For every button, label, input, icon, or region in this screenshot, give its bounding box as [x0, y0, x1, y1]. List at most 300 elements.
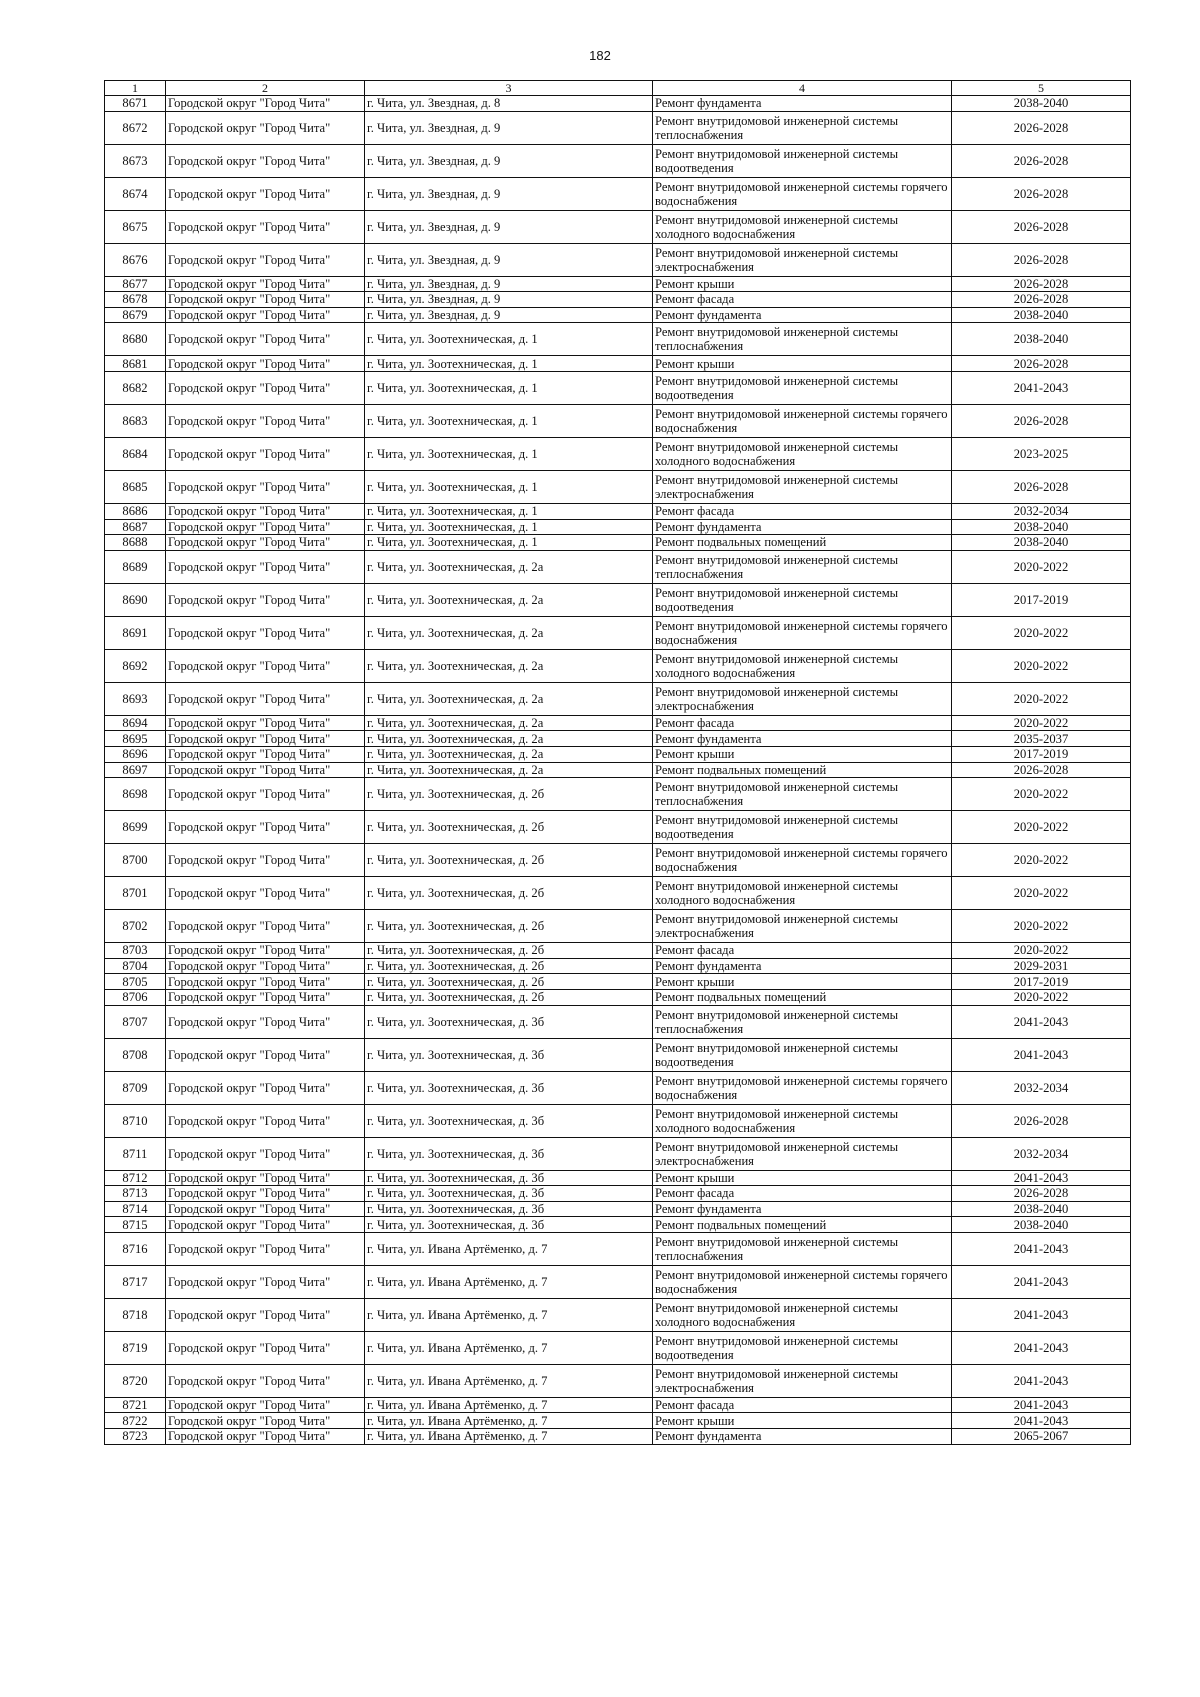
work-type-cell: Ремонт фасада — [653, 503, 952, 519]
row-number-cell: 8704 — [105, 958, 166, 974]
row-number-cell: 8672 — [105, 111, 166, 144]
municipality-cell: Городской округ "Город Чита" — [166, 519, 365, 535]
municipality-cell: Городской округ "Город Чита" — [166, 1170, 365, 1186]
row-number-cell: 8710 — [105, 1104, 166, 1137]
address-cell: г. Чита, ул. Ивана Артёменко, д. 7 — [365, 1429, 653, 1445]
address-cell: г. Чита, ул. Зоотехническая, д. 2а — [365, 715, 653, 731]
table-row — [105, 811, 1131, 844]
table-row — [105, 1429, 1131, 1445]
address-cell: г. Чита, ул. Зоотехническая, д. 2б — [365, 910, 653, 943]
work-type-cell: Ремонт фасада — [653, 715, 952, 731]
period-cell: 2020-2022 — [952, 715, 1131, 731]
address-cell: г. Чита, ул. Зоотехническая, д. 3б — [365, 1038, 653, 1071]
row-number-cell: 8674 — [105, 177, 166, 210]
column-header: 1 — [105, 81, 166, 96]
row-number-cell: 8689 — [105, 550, 166, 583]
table-row — [105, 649, 1131, 682]
work-type-cell: Ремонт подвальных помещений — [653, 989, 952, 1005]
table-row — [105, 96, 1131, 112]
work-type-cell: Ремонт внутридомовой инженерной системы водоотведения — [653, 583, 952, 616]
row-number-cell: 8720 — [105, 1364, 166, 1397]
row-number-cell: 8693 — [105, 682, 166, 715]
period-cell: 2041-2043 — [952, 1298, 1131, 1331]
row-number-cell: 8673 — [105, 144, 166, 177]
address-cell: г. Чита, ул. Звездная, д. 8 — [365, 96, 653, 112]
table-row — [105, 1201, 1131, 1217]
municipality-cell: Городской округ "Город Чита" — [166, 1217, 365, 1233]
work-type-cell: Ремонт внутридомовой инженерной системы горячего водоснабжения — [653, 404, 952, 437]
period-cell: 2020-2022 — [952, 943, 1131, 959]
row-number-cell: 8676 — [105, 243, 166, 276]
table-row — [105, 1005, 1131, 1038]
period-cell: 2041-2043 — [952, 371, 1131, 404]
work-type-cell: Ремонт крыши — [653, 356, 952, 372]
municipality-cell: Городской округ "Город Чита" — [166, 550, 365, 583]
table-row — [105, 371, 1131, 404]
work-type-cell: Ремонт крыши — [653, 1413, 952, 1429]
work-type-cell: Ремонт внутридомовой инженерной системы водоотведения — [653, 1331, 952, 1364]
work-type-cell: Ремонт внутридомовой инженерной системы горячего водоснабжения — [653, 1265, 952, 1298]
address-cell: г. Чита, ул. Зоотехническая, д. 3б — [365, 1137, 653, 1170]
row-number-cell: 8717 — [105, 1265, 166, 1298]
work-type-cell: Ремонт внутридомовой инженерной системы водоотведения — [653, 1038, 952, 1071]
table-row — [105, 1232, 1131, 1265]
municipality-cell: Городской округ "Город Чита" — [166, 1038, 365, 1071]
address-cell: г. Чита, ул. Зоотехническая, д. 2а — [365, 682, 653, 715]
work-type-cell: Ремонт внутридомовой инженерной системы электроснабжения — [653, 910, 952, 943]
address-cell: г. Чита, ул. Ивана Артёменко, д. 7 — [365, 1298, 653, 1331]
row-number-cell: 8713 — [105, 1186, 166, 1202]
row-number-cell: 8691 — [105, 616, 166, 649]
period-cell: 2041-2043 — [952, 1038, 1131, 1071]
row-number-cell: 8719 — [105, 1331, 166, 1364]
address-cell: г. Чита, ул. Зоотехническая, д. 1 — [365, 535, 653, 551]
row-number-cell: 8716 — [105, 1232, 166, 1265]
column-header: 2 — [166, 81, 365, 96]
row-number-cell: 8702 — [105, 910, 166, 943]
period-cell: 2032-2034 — [952, 1137, 1131, 1170]
table-row — [105, 111, 1131, 144]
table-row — [105, 1413, 1131, 1429]
period-cell: 2038-2040 — [952, 307, 1131, 323]
work-type-cell: Ремонт внутридомовой инженерной системы водоотведения — [653, 811, 952, 844]
row-number-cell: 8681 — [105, 356, 166, 372]
row-number-cell: 8721 — [105, 1397, 166, 1413]
table-row — [105, 404, 1131, 437]
period-cell: 2026-2028 — [952, 144, 1131, 177]
address-cell: г. Чита, ул. Звездная, д. 9 — [365, 307, 653, 323]
period-cell: 2065-2067 — [952, 1429, 1131, 1445]
municipality-cell: Городской округ "Город Чита" — [166, 1104, 365, 1137]
period-cell: 2041-2043 — [952, 1232, 1131, 1265]
work-type-cell: Ремонт внутридомовой инженерной системы горячего водоснабжения — [653, 1071, 952, 1104]
table-row — [105, 974, 1131, 990]
column-header: 3 — [365, 81, 653, 96]
address-cell: г. Чита, ул. Зоотехническая, д. 2б — [365, 974, 653, 990]
table-row — [105, 1265, 1131, 1298]
address-cell: г. Чита, ул. Звездная, д. 9 — [365, 177, 653, 210]
address-cell: г. Чита, ул. Зоотехническая, д. 3б — [365, 1170, 653, 1186]
table-row — [105, 1397, 1131, 1413]
row-number-cell: 8685 — [105, 470, 166, 503]
municipality-cell: Городской округ "Город Чита" — [166, 1232, 365, 1265]
period-cell: 2032-2034 — [952, 503, 1131, 519]
period-cell: 2020-2022 — [952, 844, 1131, 877]
table-row — [105, 503, 1131, 519]
work-type-cell: Ремонт внутридомовой инженерной системы холодного водоснабжения — [653, 1104, 952, 1137]
row-number-cell: 8707 — [105, 1005, 166, 1038]
work-type-cell: Ремонт фундамента — [653, 958, 952, 974]
municipality-cell: Городской округ "Город Чита" — [166, 1005, 365, 1038]
municipality-cell: Городской округ "Город Чита" — [166, 649, 365, 682]
period-cell: 2038-2040 — [952, 1217, 1131, 1233]
work-type-cell: Ремонт внутридомовой инженерной системы холодного водоснабжения — [653, 1298, 952, 1331]
table-row — [105, 731, 1131, 747]
address-cell: г. Чита, ул. Ивана Артёменко, д. 7 — [365, 1232, 653, 1265]
table-row — [105, 210, 1131, 243]
municipality-cell: Городской округ "Город Чита" — [166, 1186, 365, 1202]
period-cell: 2038-2040 — [952, 1201, 1131, 1217]
page-number: 182 — [589, 48, 611, 63]
table-row — [105, 535, 1131, 551]
address-cell: г. Чита, ул. Звездная, д. 9 — [365, 243, 653, 276]
address-cell: г. Чита, ул. Ивана Артёменко, д. 7 — [365, 1265, 653, 1298]
municipality-cell: Городской округ "Город Чита" — [166, 877, 365, 910]
period-cell: 2020-2022 — [952, 877, 1131, 910]
municipality-cell: Городской округ "Город Чита" — [166, 746, 365, 762]
row-number-cell: 8708 — [105, 1038, 166, 1071]
address-cell: г. Чита, ул. Звездная, д. 9 — [365, 111, 653, 144]
municipality-cell: Городской округ "Город Чита" — [166, 811, 365, 844]
work-type-cell: Ремонт фасада — [653, 1397, 952, 1413]
municipality-cell: Городской округ "Город Чита" — [166, 470, 365, 503]
address-cell: г. Чита, ул. Ивана Артёменко, д. 7 — [365, 1331, 653, 1364]
row-number-cell: 8695 — [105, 731, 166, 747]
table-row — [105, 583, 1131, 616]
row-number-cell: 8678 — [105, 292, 166, 308]
address-cell: г. Чита, ул. Зоотехническая, д. 2а — [365, 746, 653, 762]
address-cell: г. Чита, ул. Зоотехническая, д. 3б — [365, 1005, 653, 1038]
municipality-cell: Городской округ "Город Чита" — [166, 762, 365, 778]
period-cell: 2038-2040 — [952, 96, 1131, 112]
row-number-cell: 8712 — [105, 1170, 166, 1186]
address-cell: г. Чита, ул. Зоотехническая, д. 2б — [365, 811, 653, 844]
work-type-cell: Ремонт внутридомовой инженерной системы водоотведения — [653, 371, 952, 404]
municipality-cell: Городской округ "Город Чита" — [166, 1364, 365, 1397]
work-type-cell: Ремонт внутридомовой инженерной системы электроснабжения — [653, 682, 952, 715]
work-type-cell: Ремонт внутридомовой инженерной системы теплоснабжения — [653, 1005, 952, 1038]
table-row — [105, 1137, 1131, 1170]
table-row — [105, 989, 1131, 1005]
row-number-cell: 8671 — [105, 96, 166, 112]
table-row — [105, 323, 1131, 356]
period-cell: 2032-2034 — [952, 1071, 1131, 1104]
table-row — [105, 307, 1131, 323]
period-cell: 2026-2028 — [952, 210, 1131, 243]
table-row — [105, 877, 1131, 910]
row-number-cell: 8688 — [105, 535, 166, 551]
work-type-cell: Ремонт внутридомовой инженерной системы холодного водоснабжения — [653, 877, 952, 910]
period-cell: 2038-2040 — [952, 519, 1131, 535]
address-cell: г. Чита, ул. Зоотехническая, д. 2б — [365, 958, 653, 974]
address-cell: г. Чита, ул. Ивана Артёменко, д. 7 — [365, 1364, 653, 1397]
row-number-cell: 8690 — [105, 583, 166, 616]
address-cell: г. Чита, ул. Зоотехническая, д. 2б — [365, 989, 653, 1005]
municipality-cell: Городской округ "Город Чита" — [166, 778, 365, 811]
row-number-cell: 8683 — [105, 404, 166, 437]
municipality-cell: Городской округ "Город Чита" — [166, 682, 365, 715]
period-cell: 2020-2022 — [952, 910, 1131, 943]
table-row — [105, 762, 1131, 778]
municipality-cell: Городской округ "Город Чита" — [166, 307, 365, 323]
work-type-cell: Ремонт внутридомовой инженерной системы горячего водоснабжения — [653, 616, 952, 649]
municipality-cell: Городской округ "Город Чита" — [166, 958, 365, 974]
row-number-cell: 8692 — [105, 649, 166, 682]
table-body — [105, 96, 1131, 1445]
row-number-cell: 8680 — [105, 323, 166, 356]
address-cell: г. Чита, ул. Звездная, д. 9 — [365, 292, 653, 308]
address-cell: г. Чита, ул. Звездная, д. 9 — [365, 144, 653, 177]
municipality-cell: Городской округ "Город Чита" — [166, 974, 365, 990]
row-number-cell: 8697 — [105, 762, 166, 778]
table-row — [105, 437, 1131, 470]
municipality-cell: Городской округ "Город Чита" — [166, 1413, 365, 1429]
table-row — [105, 519, 1131, 535]
municipality-cell: Городской округ "Город Чита" — [166, 910, 365, 943]
work-type-cell: Ремонт крыши — [653, 1170, 952, 1186]
address-cell: г. Чита, ул. Зоотехническая, д. 2б — [365, 844, 653, 877]
table-row — [105, 470, 1131, 503]
work-type-cell: Ремонт внутридомовой инженерной системы теплоснабжения — [653, 1232, 952, 1265]
row-number-cell: 8711 — [105, 1137, 166, 1170]
work-type-cell: Ремонт фундамента — [653, 519, 952, 535]
period-cell: 2026-2028 — [952, 243, 1131, 276]
address-cell: г. Чита, ул. Зоотехническая, д. 1 — [365, 437, 653, 470]
municipality-cell: Городской округ "Город Чита" — [166, 715, 365, 731]
address-cell: г. Чита, ул. Зоотехническая, д. 1 — [365, 356, 653, 372]
municipality-cell: Городской округ "Город Чита" — [166, 1331, 365, 1364]
period-cell: 2038-2040 — [952, 323, 1131, 356]
municipality-cell: Городской округ "Город Чита" — [166, 943, 365, 959]
address-cell: г. Чита, ул. Звездная, д. 9 — [365, 276, 653, 292]
work-type-cell: Ремонт фундамента — [653, 1429, 952, 1445]
address-cell: г. Чита, ул. Зоотехническая, д. 3б — [365, 1201, 653, 1217]
row-number-cell: 8715 — [105, 1217, 166, 1233]
row-number-cell: 8675 — [105, 210, 166, 243]
municipality-cell: Городской округ "Город Чита" — [166, 210, 365, 243]
period-cell: 2035-2037 — [952, 731, 1131, 747]
period-cell: 2026-2028 — [952, 762, 1131, 778]
period-cell: 2041-2043 — [952, 1364, 1131, 1397]
table-row — [105, 715, 1131, 731]
table-row — [105, 1170, 1131, 1186]
municipality-cell: Городской округ "Город Чита" — [166, 356, 365, 372]
table-row — [105, 682, 1131, 715]
work-type-cell: Ремонт внутридомовой инженерной системы электроснабжения — [653, 1364, 952, 1397]
municipality-cell: Городской округ "Город Чита" — [166, 535, 365, 551]
period-cell: 2020-2022 — [952, 989, 1131, 1005]
row-number-cell: 8714 — [105, 1201, 166, 1217]
table-row — [105, 1298, 1131, 1331]
municipality-cell: Городской округ "Город Чита" — [166, 177, 365, 210]
work-type-cell: Ремонт внутридомовой инженерной системы теплоснабжения — [653, 323, 952, 356]
table-row — [105, 1071, 1131, 1104]
row-number-cell: 8709 — [105, 1071, 166, 1104]
period-cell: 2020-2022 — [952, 811, 1131, 844]
municipality-cell: Городской округ "Город Чита" — [166, 989, 365, 1005]
municipality-cell: Городской округ "Город Чита" — [166, 844, 365, 877]
municipality-cell: Городской округ "Город Чита" — [166, 1429, 365, 1445]
municipality-cell: Городской округ "Город Чита" — [166, 111, 365, 144]
work-type-cell: Ремонт крыши — [653, 974, 952, 990]
row-number-cell: 8694 — [105, 715, 166, 731]
table-row — [105, 1217, 1131, 1233]
table-row — [105, 616, 1131, 649]
work-type-cell: Ремонт внутридомовой инженерной системы холодного водоснабжения — [653, 437, 952, 470]
address-cell: г. Чита, ул. Зоотехническая, д. 1 — [365, 323, 653, 356]
table-row — [105, 910, 1131, 943]
period-cell: 2026-2028 — [952, 404, 1131, 437]
table-row — [105, 778, 1131, 811]
address-cell: г. Чита, ул. Зоотехническая, д. 2б — [365, 778, 653, 811]
work-type-cell: Ремонт крыши — [653, 746, 952, 762]
municipality-cell: Городской округ "Город Чита" — [166, 1071, 365, 1104]
work-type-cell: Ремонт фундамента — [653, 731, 952, 747]
municipality-cell: Городской округ "Город Чита" — [166, 276, 365, 292]
work-type-cell: Ремонт внутридомовой инженерной системы горячего водоснабжения — [653, 844, 952, 877]
address-cell: г. Чита, ул. Ивана Артёменко, д. 7 — [365, 1397, 653, 1413]
municipality-cell: Городской округ "Город Чита" — [166, 616, 365, 649]
table-row — [105, 550, 1131, 583]
period-cell: 2041-2043 — [952, 1331, 1131, 1364]
period-cell: 2041-2043 — [952, 1413, 1131, 1429]
work-type-cell: Ремонт фундамента — [653, 307, 952, 323]
period-cell: 2026-2028 — [952, 276, 1131, 292]
row-number-cell: 8686 — [105, 503, 166, 519]
work-type-cell: Ремонт внутридомовой инженерной системы теплоснабжения — [653, 111, 952, 144]
table-row — [105, 1331, 1131, 1364]
period-cell: 2017-2019 — [952, 583, 1131, 616]
row-number-cell: 8723 — [105, 1429, 166, 1445]
work-type-cell: Ремонт внутридомовой инженерной системы электроснабжения — [653, 1137, 952, 1170]
address-cell: г. Чита, ул. Зоотехническая, д. 2б — [365, 943, 653, 959]
work-type-cell: Ремонт фасада — [653, 943, 952, 959]
work-type-cell: Ремонт внутридомовой инженерной системы холодного водоснабжения — [653, 649, 952, 682]
table-row — [105, 1186, 1131, 1202]
column-header-row — [105, 81, 1131, 96]
address-cell: г. Чита, ул. Зоотехническая, д. 2а — [365, 550, 653, 583]
column-header: 5 — [952, 81, 1131, 96]
period-cell: 2026-2028 — [952, 292, 1131, 308]
municipality-cell: Городской округ "Город Чита" — [166, 583, 365, 616]
municipality-cell: Городской округ "Город Чита" — [166, 1201, 365, 1217]
municipality-cell: Городской округ "Город Чита" — [166, 96, 365, 112]
address-cell: г. Чита, ул. Зоотехническая, д. 3б — [365, 1104, 653, 1137]
table-row — [105, 144, 1131, 177]
address-cell: г. Чита, ул. Ивана Артёменко, д. 7 — [365, 1413, 653, 1429]
municipality-cell: Городской округ "Город Чита" — [166, 323, 365, 356]
work-type-cell: Ремонт фундамента — [653, 96, 952, 112]
row-number-cell: 8698 — [105, 778, 166, 811]
period-cell: 2020-2022 — [952, 616, 1131, 649]
address-cell: г. Чита, ул. Зоотехническая, д. 3б — [365, 1217, 653, 1233]
municipality-cell: Городской округ "Город Чита" — [166, 243, 365, 276]
municipality-cell: Городской округ "Город Чита" — [166, 437, 365, 470]
address-cell: г. Чита, ул. Зоотехническая, д. 2а — [365, 616, 653, 649]
row-number-cell: 8682 — [105, 371, 166, 404]
address-cell: г. Чита, ул. Зоотехническая, д. 1 — [365, 503, 653, 519]
work-type-cell: Ремонт крыши — [653, 276, 952, 292]
work-type-cell: Ремонт внутридомовой инженерной системы теплоснабжения — [653, 550, 952, 583]
municipality-cell: Городской округ "Город Чита" — [166, 1298, 365, 1331]
period-cell: 2017-2019 — [952, 746, 1131, 762]
column-header: 4 — [653, 81, 952, 96]
row-number-cell: 8701 — [105, 877, 166, 910]
address-cell: г. Чита, ул. Зоотехническая, д. 1 — [365, 519, 653, 535]
municipality-cell: Городской округ "Город Чита" — [166, 731, 365, 747]
row-number-cell: 8706 — [105, 989, 166, 1005]
work-type-cell: Ремонт подвальных помещений — [653, 535, 952, 551]
period-cell: 2026-2028 — [952, 1186, 1131, 1202]
address-cell: г. Чита, ул. Зоотехническая, д. 3б — [365, 1071, 653, 1104]
period-cell: 2026-2028 — [952, 111, 1131, 144]
period-cell: 2020-2022 — [952, 649, 1131, 682]
row-number-cell: 8700 — [105, 844, 166, 877]
table-row — [105, 243, 1131, 276]
table-row — [105, 356, 1131, 372]
work-type-cell: Ремонт подвальных помещений — [653, 1217, 952, 1233]
work-type-cell: Ремонт внутридомовой инженерной системы электроснабжения — [653, 243, 952, 276]
address-cell: г. Чита, ул. Зоотехническая, д. 1 — [365, 470, 653, 503]
address-cell: г. Чита, ул. Зоотехническая, д. 2а — [365, 583, 653, 616]
address-cell: г. Чита, ул. Зоотехническая, д. 2а — [365, 731, 653, 747]
municipality-cell: Городской округ "Город Чита" — [166, 1397, 365, 1413]
period-cell: 2038-2040 — [952, 535, 1131, 551]
period-cell: 2026-2028 — [952, 356, 1131, 372]
period-cell: 2029-2031 — [952, 958, 1131, 974]
municipality-cell: Городской округ "Город Чита" — [166, 503, 365, 519]
work-type-cell: Ремонт внутридомовой инженерной системы водоотведения — [653, 144, 952, 177]
row-number-cell: 8718 — [105, 1298, 166, 1331]
table-row — [105, 292, 1131, 308]
period-cell: 2020-2022 — [952, 682, 1131, 715]
address-cell: г. Чита, ул. Зоотехническая, д. 1 — [365, 371, 653, 404]
municipality-cell: Городской округ "Город Чита" — [166, 404, 365, 437]
table-row — [105, 1038, 1131, 1071]
municipality-cell: Городской округ "Город Чита" — [166, 1265, 365, 1298]
work-type-cell: Ремонт подвальных помещений — [653, 762, 952, 778]
table-row — [105, 746, 1131, 762]
row-number-cell: 8679 — [105, 307, 166, 323]
repair-schedule-table — [104, 80, 1131, 1445]
work-type-cell: Ремонт внутридомовой инженерной системы горячего водоснабжения — [653, 177, 952, 210]
period-cell: 2041-2043 — [952, 1397, 1131, 1413]
work-type-cell: Ремонт внутридомовой инженерной системы холодного водоснабжения — [653, 210, 952, 243]
table-row — [105, 943, 1131, 959]
address-cell: г. Чита, ул. Зоотехническая, д. 2а — [365, 762, 653, 778]
period-cell: 2026-2028 — [952, 177, 1131, 210]
row-number-cell: 8687 — [105, 519, 166, 535]
period-cell: 2020-2022 — [952, 778, 1131, 811]
table-row — [105, 1104, 1131, 1137]
row-number-cell: 8684 — [105, 437, 166, 470]
municipality-cell: Городской округ "Город Чита" — [166, 144, 365, 177]
work-type-cell: Ремонт внутридомовой инженерной системы теплоснабжения — [653, 778, 952, 811]
period-cell: 2026-2028 — [952, 470, 1131, 503]
table-row — [105, 177, 1131, 210]
address-cell: г. Чита, ул. Зоотехническая, д. 1 — [365, 404, 653, 437]
address-cell: г. Чита, ул. Зоотехническая, д. 2б — [365, 877, 653, 910]
